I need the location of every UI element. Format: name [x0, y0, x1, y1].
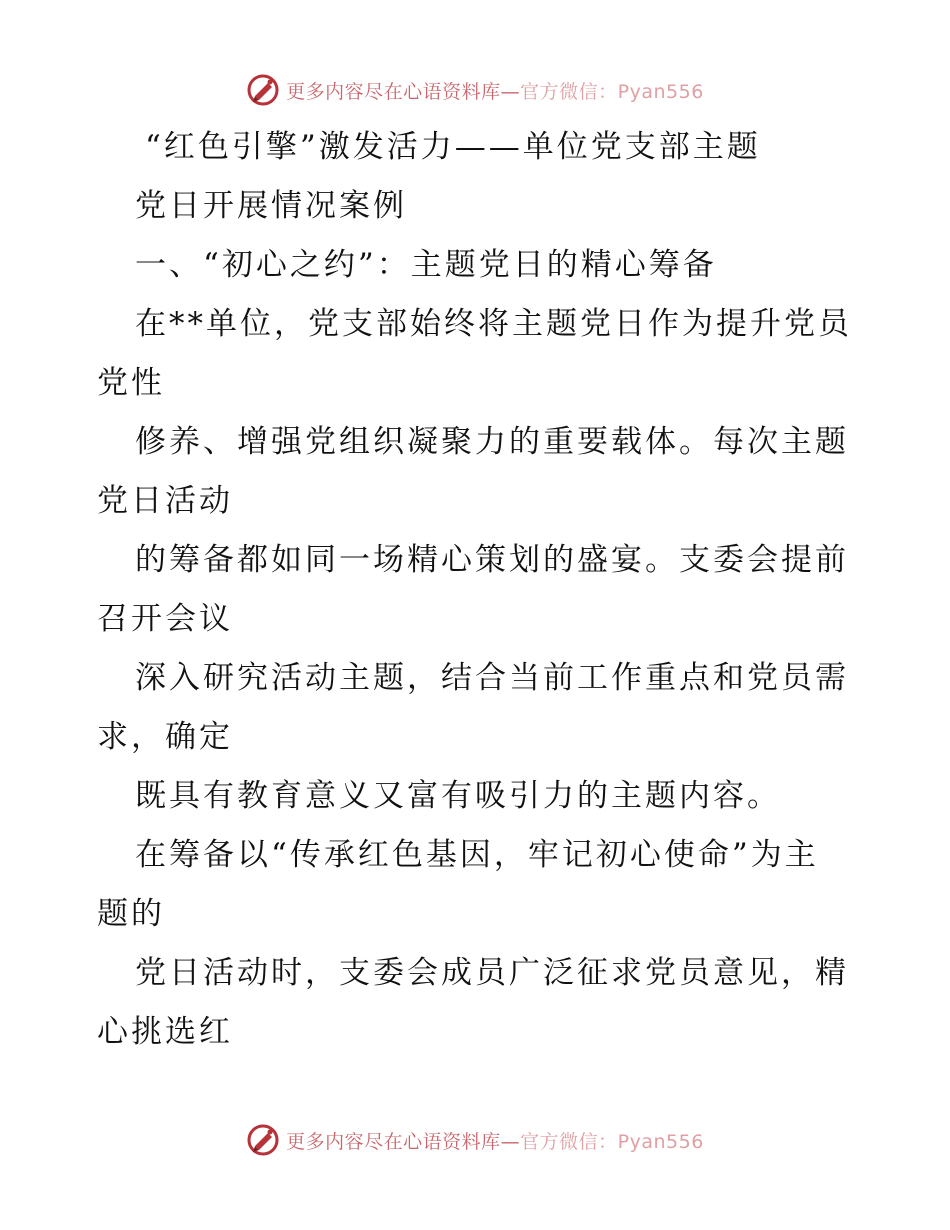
watermark-footer	[0, 1120, 950, 1160]
watermark-dash: —	[500, 1130, 521, 1153]
section-heading-1: 一、“初心之约”：主题党日的精心筹备	[135, 247, 717, 283]
paragraph-line: 在**单位，党支部始终将主题党日作为提升党员	[135, 306, 852, 342]
watermark-main-text: 更多内容尽在心语资料库	[286, 80, 501, 103]
paragraph-line: 心挑选红	[97, 1014, 233, 1050]
paragraph-line: 党日活动时，支委会成员广泛征求党员意见，精	[135, 955, 849, 991]
watermark-wechat-text: 官方微信：Pyan556	[520, 1130, 704, 1153]
document-body	[97, 118, 857, 1062]
paragraph-line: 召开会议	[97, 601, 233, 637]
paragraph-line: 既具有教育意义又富有吸引力的主题内容。	[135, 778, 781, 814]
brand-logo-icon	[246, 1123, 280, 1157]
paragraph-line: 题的	[97, 896, 165, 932]
document-title-line-2: 党日开展情况案例	[135, 188, 407, 224]
brand-logo-icon	[246, 73, 280, 107]
watermark-header	[0, 70, 950, 110]
paragraph-line: 党性	[97, 365, 165, 401]
paragraph-line: 党日活动	[97, 483, 233, 519]
paragraph-line: 修养、增强党组织凝聚力的重要载体。每次主题	[135, 424, 849, 460]
paragraph-line: 在筹备以“传承红色基因，牢记初心使命”为主	[135, 837, 819, 873]
watermark-dash: —	[500, 80, 521, 103]
paragraph-line: 的筹备都如同一场精心策划的盛宴。支委会提前	[135, 542, 849, 578]
watermark-main-text: 更多内容尽在心语资料库	[286, 1130, 501, 1153]
watermark-wechat-text: 官方微信：Pyan556	[520, 80, 704, 103]
paragraph-line: 求，确定	[97, 719, 233, 755]
document-title-line-1: “红色引擎”激发活力——单位党支部主题	[145, 129, 761, 165]
watermark-group	[246, 1123, 704, 1157]
paragraph-line: 深入研究活动主题，结合当前工作重点和党员需	[135, 660, 849, 696]
watermark-text	[286, 77, 704, 104]
watermark-text	[286, 1127, 704, 1154]
watermark-group	[246, 73, 704, 107]
